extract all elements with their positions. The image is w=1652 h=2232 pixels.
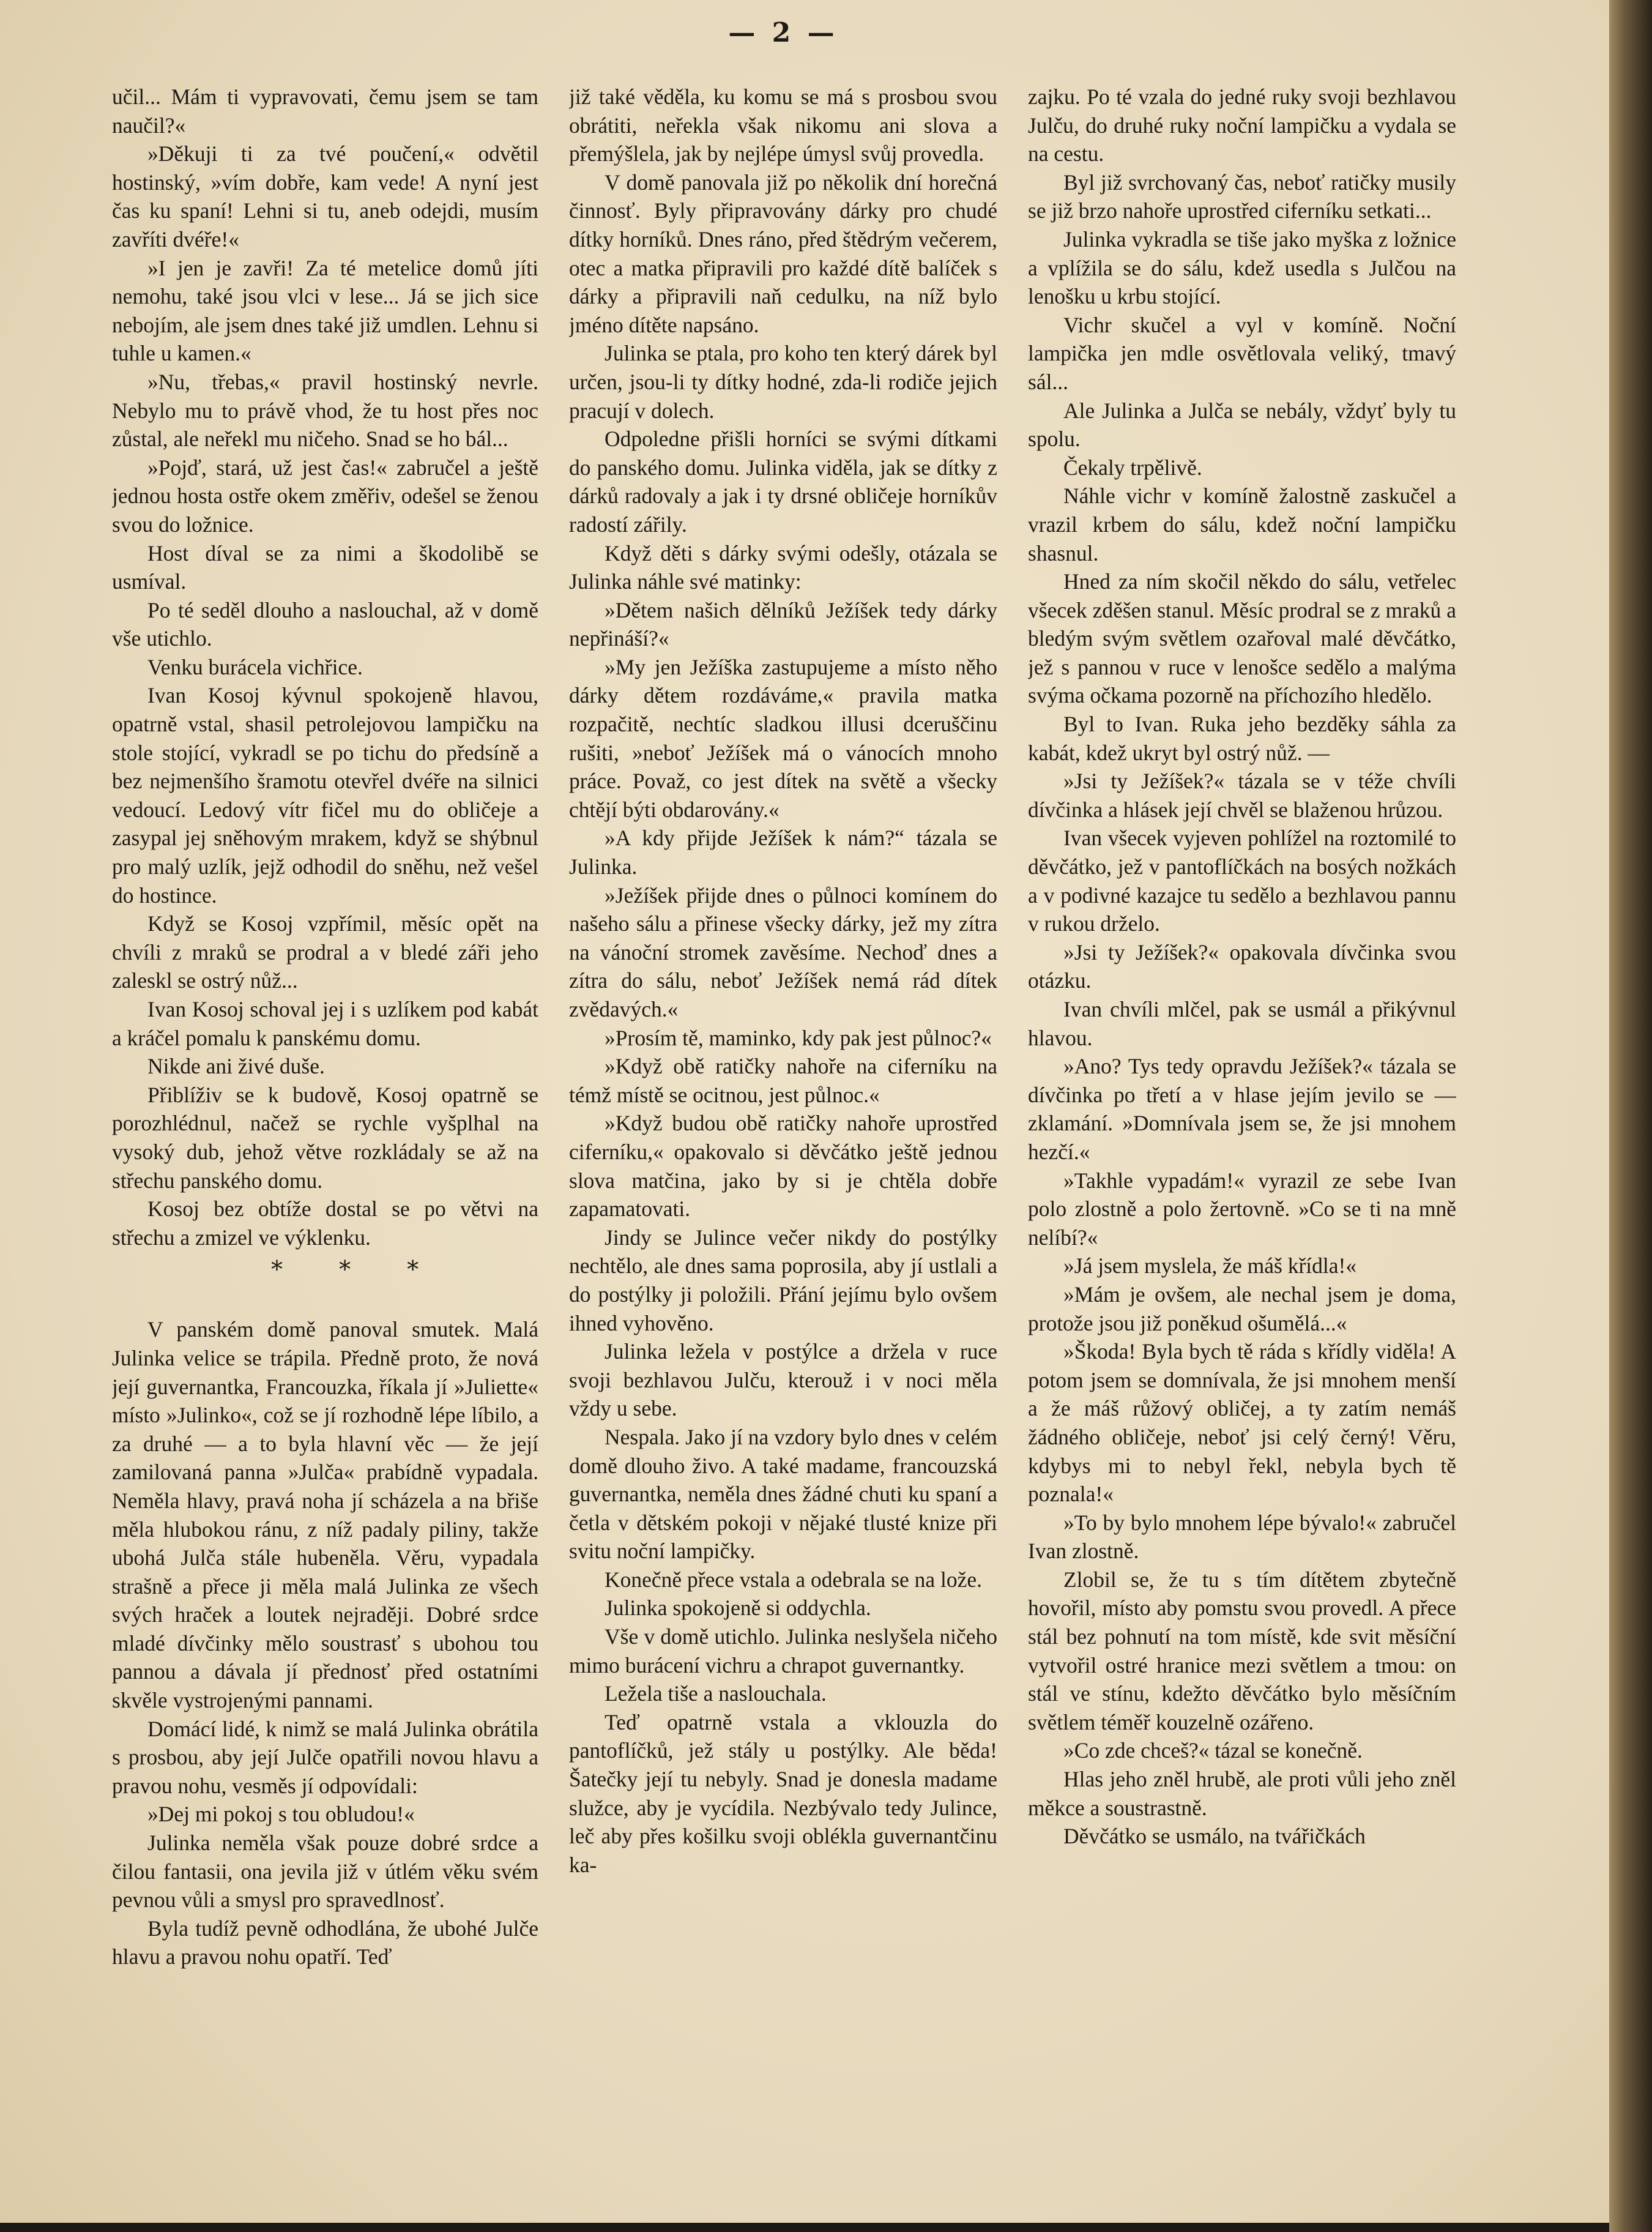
text-column-left: [112, 83, 538, 2188]
paragraph: Vichr skučel a vyl v komíně. Noční lampička jen mdle osvětlovala veliký, tmavý sál...: [1028, 312, 1456, 394]
paragraph: Byla tudíž pevně odhodlána, že ubohé Julče hlavu a pravou nohu opatří. Teď: [112, 1916, 538, 1969]
paragraph: »Škoda! Byla bych tě ráda s křídly viděla! A potom jsem se domnívala, že jsi mnohem menší a že máš růžový obličej, a ty zatím nemáš žádného obličeje, neboť jsi celý černý! Věru, kdybys mi to nebyl řekl, nebyla bych tě poznala!«: [1028, 1339, 1456, 1507]
paragraph: Po té seděl dlouho a naslouchal, až v domě vše utichlo.: [112, 597, 538, 651]
text-column-right: [1028, 83, 1456, 2188]
paragraph: Julinka se ptala, pro koho ten který dárek byl určen, jsou-li ty dítky hodné, zda-li rodiče jejich pracují v dolech.: [569, 341, 997, 423]
page-number: — 2 —: [728, 17, 838, 48]
paragraph: Ivan všecek vyjeven pohlížel na roztomilé to děvčátko, jež v pantoflíčkách na bosých nožkách a v podivné kazajce tu sedělo a bezhlavou pannu v rukou drželo.: [1028, 826, 1456, 936]
paragraph: Nespala. Jako jí na vzdory bylo dnes v celém domě dlouho živo. A také madame, francouzská guvernantka, neměla dnes žádné chuti ku spaní a četla v dětském pokoji v nějaké tlusté knize při svitu noční lampičky.: [569, 1424, 997, 1564]
paragraph: Ivan chvíli mlčel, pak se usmál a přikývnul hlavou.: [1028, 997, 1456, 1050]
paragraph: »Takhle vypadám!« vyrazil ze sebe Ivan polo zlostně a polo žertovně. »Co se ti na mně nelíbí?«: [1028, 1168, 1456, 1250]
section-break-text: * * *: [271, 1256, 444, 1283]
paragraph: Julinka spokojeně si oddychla.: [605, 1596, 871, 1621]
paragraph: »Dětem našich dělníků Ježíšek tedy dárky nepřináší?«: [569, 597, 997, 651]
paragraph: Děvčátko se usmálo, na tvářičkách: [1063, 1824, 1366, 1849]
paragraph: »Když obě ratičky nahoře na ciferníku na témž místě se ocitnou, jest půlnoc.«: [569, 1054, 997, 1107]
paragraph: »Když budou obě ratičky nahoře uprostřed ciferníku,« opakovalo si děvčátko ještě jednou slova matčina, jako by si je chtěla dobře zapamatovati.: [569, 1111, 997, 1222]
paragraph: již také věděla, ku komu se má s prosbou svou obrátiti, neřekla však nikomu ani slova a přemýšlela, jak by nejlépe úmysl svůj provedla.: [569, 84, 997, 166]
paragraph: »Ježíšek přijde dnes o půlnoci komínem do našeho sálu a přinese všecky dárky, jež my zítra na vánoční stromek zavěsíme. Nechoď dnes a zítra do sálu, neboť Ježíšek nemá rád dítek zvědavých.«: [569, 883, 997, 1021]
paragraph: Domácí lidé, k nimž se malá Julinka obrátila s prosbou, aby její Julče opatřili novou hlavu a pravou nohu, vesměs jí odpovídali:: [112, 1716, 538, 1798]
paragraph: Konečně přece vstala a odebrala se na lože.: [605, 1567, 982, 1592]
paragraph: Ale Julinka a Julča se nebály, vždyť byly tu spolu.: [1028, 398, 1456, 452]
paragraph: Odpoledne přišli horníci se svými dítkami do panského domu. Julinka viděla, jak se dítky z dárků radovaly a jak i ty drsné obličeje horníkův radostí zářily.: [569, 427, 997, 537]
paragraph: »My jen Ježíška zastupujeme a místo něho dárky dětem rozdáváme,« pravila matka rozpačitě, nechtíc sladkou illusi dceruščinu rušiti, »neboť Ježíšek má o vánocích mnoho práce. Považ, co jest dítek na světě a všecky chtějí býti obdarovány.«: [569, 654, 997, 822]
book-spine-shadow: [1609, 0, 1652, 2232]
paragraph: »Já jsem myslela, že máš křídla!«: [1063, 1253, 1357, 1278]
paragraph: zajku. Po té vzala do jedné ruky svoji bezhlavou Julču, do druhé ruky noční lampičku a vydala se na cestu.: [1028, 84, 1456, 166]
paragraph: »Jsi ty Ježíšek?« opakovala dívčinka svou otázku.: [1028, 939, 1456, 993]
paragraph: Julinka vykradla se tiše jako myška z ložnice a vplížila se do sálu, kdež usedla s Julčou na lenošku u krbu stojící.: [1028, 226, 1456, 309]
paragraph: »To by bylo mnohem lépe bývalo!« zabručel Ivan zlostně.: [1028, 1510, 1456, 1564]
paragraph: »Prosím tě, maminko, kdy pak jest půlnoc?«: [605, 1025, 992, 1050]
paragraph: učil... Mám ti vypravovati, čemu jsem se tam naučil?«: [112, 84, 538, 138]
paragraph: Ivan Kosoj schoval jej i s uzlíkem pod kabát a kráčel pomalu k panskému domu.: [112, 997, 538, 1050]
paragraph: Když děti s dárky svými odešly, otázala se Julinka náhle své matinky:: [569, 540, 997, 594]
paragraph: »Ano? Tys tedy opravdu Ježíšek?« tázala se dívčinka po třetí a v hlase jejím jevilo se — zklamání. »Domnívala jsem se, že jsi mnohem hezčí.«: [1028, 1054, 1456, 1164]
paragraph: V domě panovala již po několik dní horečná činnosť. Byly připravovány dárky pro chudé dítky horníků. Dnes ráno, před štědrým večerem, otec a matka připravili pro každé dítě balíček s dárky a připravili naň cedulku, na níž bylo jméno dítěte napsáno.: [569, 170, 997, 337]
paragraph: Teď opatrně vstala a vklouzla do pantoflíčků, jež stály u postýlky. Ale běda! Šatečky její tu nebyly. Snad je donesla madame služce, aby je vycídila. Nezbývalo tedy Julince, leč aby přes košilku svoji oblékla guvernantčinu ka-: [569, 1709, 997, 1877]
paragraph: »Dej mi pokoj s tou obludou!«: [147, 1802, 415, 1827]
paragraph: Hned za ním skočil někdo do sálu, vetřelec všecek zděšen stanul. Měsíc prodral se z mraků a bledým svým světlem ozařoval malé děvčátko, jež s pannou v ruce v lenošce sedělo a malýma svýma očkama pozorně na příchozího hledělo.: [1028, 569, 1456, 708]
paragraph: Byl již svrchovaný čas, neboť ratičky musily se již brzo nahoře uprostřed ciferníku setkati...: [1028, 170, 1456, 223]
paragraph: Byl to Ivan. Ruka jeho bezděky sáhla za kabát, kdež ukryt byl ostrý nůž. —: [1028, 712, 1456, 765]
paragraph: Kosoj bez obtíže dostal se po větvi na střechu a zmizel ve výklenku.: [112, 1196, 538, 1250]
paragraph: »A kdy přijde Ježíšek k nám?“ tázala se Julinka.: [569, 826, 997, 879]
paragraph: Host díval se za nimi a škodolibě se usmíval.: [112, 540, 538, 594]
paragraph: Čekaly trpělivě.: [1063, 455, 1202, 480]
paragraph: Náhle vichr v komíně žalostně zaskučel a vrazil krbem do sálu, kdež noční lampičku shasnul.: [1028, 483, 1456, 565]
paragraph: Jindy se Julince večer nikdy do postýlky nechtělo, ale dnes sama poprosila, aby jí ustlali a do postýlky ji položili. Přání jejímu bylo ovšem ihned vyhověno.: [569, 1225, 997, 1335]
paragraph: Nikde ani živé duše.: [147, 1054, 325, 1079]
paragraph: Hlas jeho zněl hrubě, ale proti vůli jeho zněl měkce a soustrastně.: [1028, 1767, 1456, 1820]
paragraph: Venku burácela vichřice.: [147, 654, 363, 679]
paragraph: »Nu, třebas,« pravil hostinský nevrle. Nebylo mu to právě vhod, že tu host přes noc zůstal, ale neřekl mu ničeho. Snad se ho bál...: [112, 369, 538, 452]
paragraph: »Jsi ty Ježíšek?« tázala se v téže chvíli dívčinka a hlásek její chvěl se blaženou hrůzou.: [1028, 769, 1456, 822]
paragraph: Ivan Kosoj kývnul spokojeně hlavou, opatrně vstal, shasil petrolejovou lampičku na stole stojící, vykradl se po tichu do předsíně a bez nejmenšího šramotu otevřel dvéře na silnici vedoucí. Ledový vítr fičel mu do obličeje a zasypal jej sněhovým mrakem, když se shýbnul pro malý uzlík, jejž odhodil do sněhu, než vešel do hostince.: [112, 683, 538, 908]
paragraph: Přiblíživ se k budově, Kosoj opatrně se porozhlédnul, načež se rychle vyšplhal na vysoký dub, jehož větve rozkládaly se až na střechu panského domu.: [112, 1082, 538, 1193]
paragraph: »I jen je zavři! Za té metelice domů jíti nemohu, také jsou vlci v lese... Já se jich sice nebojím, ale jsem dnes také již umdlen. Lehnu si tuhle u kamen.«: [112, 255, 538, 366]
paragraph: Když se Kosoj vzpřímil, měsíc opět na chvíli z mraků se prodral a v bledé záři jeho zaleskl se ostrý nůž...: [112, 911, 538, 993]
paragraph: »Pojď, stará, už jest čas!« zabručel a ještě jednou hosta ostře okem změřiv, odešel se ženou svou do ložnice.: [112, 455, 538, 537]
paragraph: V panském domě panoval smutek. Malá Julinka velice se trápila. Předně proto, že nová její guvernantka, Francouzka, říkala jí »Juliette« místo »Julinko«, což se jí rozhodně lépe líbilo, a za druhé — a to byla hlavní věc — že její zamilovaná panna »Julča« prabídně vypadala. Neměla hlavy, pravá noha jí scházela a na břiše měla hlubokou ránu, z níž padaly piliny, takže ubohá Julča stále hubeněla. Věru, vypadala strašně a přece ji měla malá Julinka ze všech svých hraček a loutek nejraději. Dobré srdce mladé dívčinky mělo soustrasť s ubohou tou pannou a dávala jí přednosť před ostatními skvěle vystrojenými pannami.: [112, 1317, 538, 1713]
paragraph: Vše v domě utichlo. Julinka neslyšela ničeho mimo burácení vichru a chrapot guvernantky.: [569, 1624, 997, 1678]
section-break: [112, 1256, 538, 1298]
paragraph: Ležela tiše a naslouchala.: [605, 1681, 827, 1706]
paragraph: Zlobil se, že tu s tím dítětem zbytečně hovořil, místo aby pomstu svou provedl. A přece stál bez pohnutí na tom místě, kde svit měsíční vytvořil ostré hranice mezi světlem a tmou: on stál ve stínu, kdežto děvčátko bylo měsíčním světlem téměř kouzelně ozářeno.: [1028, 1567, 1456, 1734]
paragraph: »Děkuji ti za tvé poučení,« odvětil hostinský, »vím dobře, kam vede! A nyní jest čas ku spaní! Lehni si tu, aneb odejdi, musím zavříti dvéře!«: [112, 141, 538, 252]
paragraph: Julinka ležela v postýlce a držela v ruce svoji bezhlavou Julču, kterouž i v noci měla vždy u sebe.: [569, 1339, 997, 1421]
paragraph: Julinka neměla však pouze dobré srdce a čilou fantasii, ona jevila již v útlém věku svém pevnou vůli a smysl pro spravedlnosť.: [112, 1831, 538, 1913]
paragraph: »Co zde chceš?« tázal se konečně.: [1063, 1738, 1363, 1763]
paragraph: »Mám je ovšem, ale nechal jsem je doma, protože jsou již poněkud ošumělá...«: [1028, 1282, 1456, 1335]
text-column-middle: [569, 83, 997, 2188]
